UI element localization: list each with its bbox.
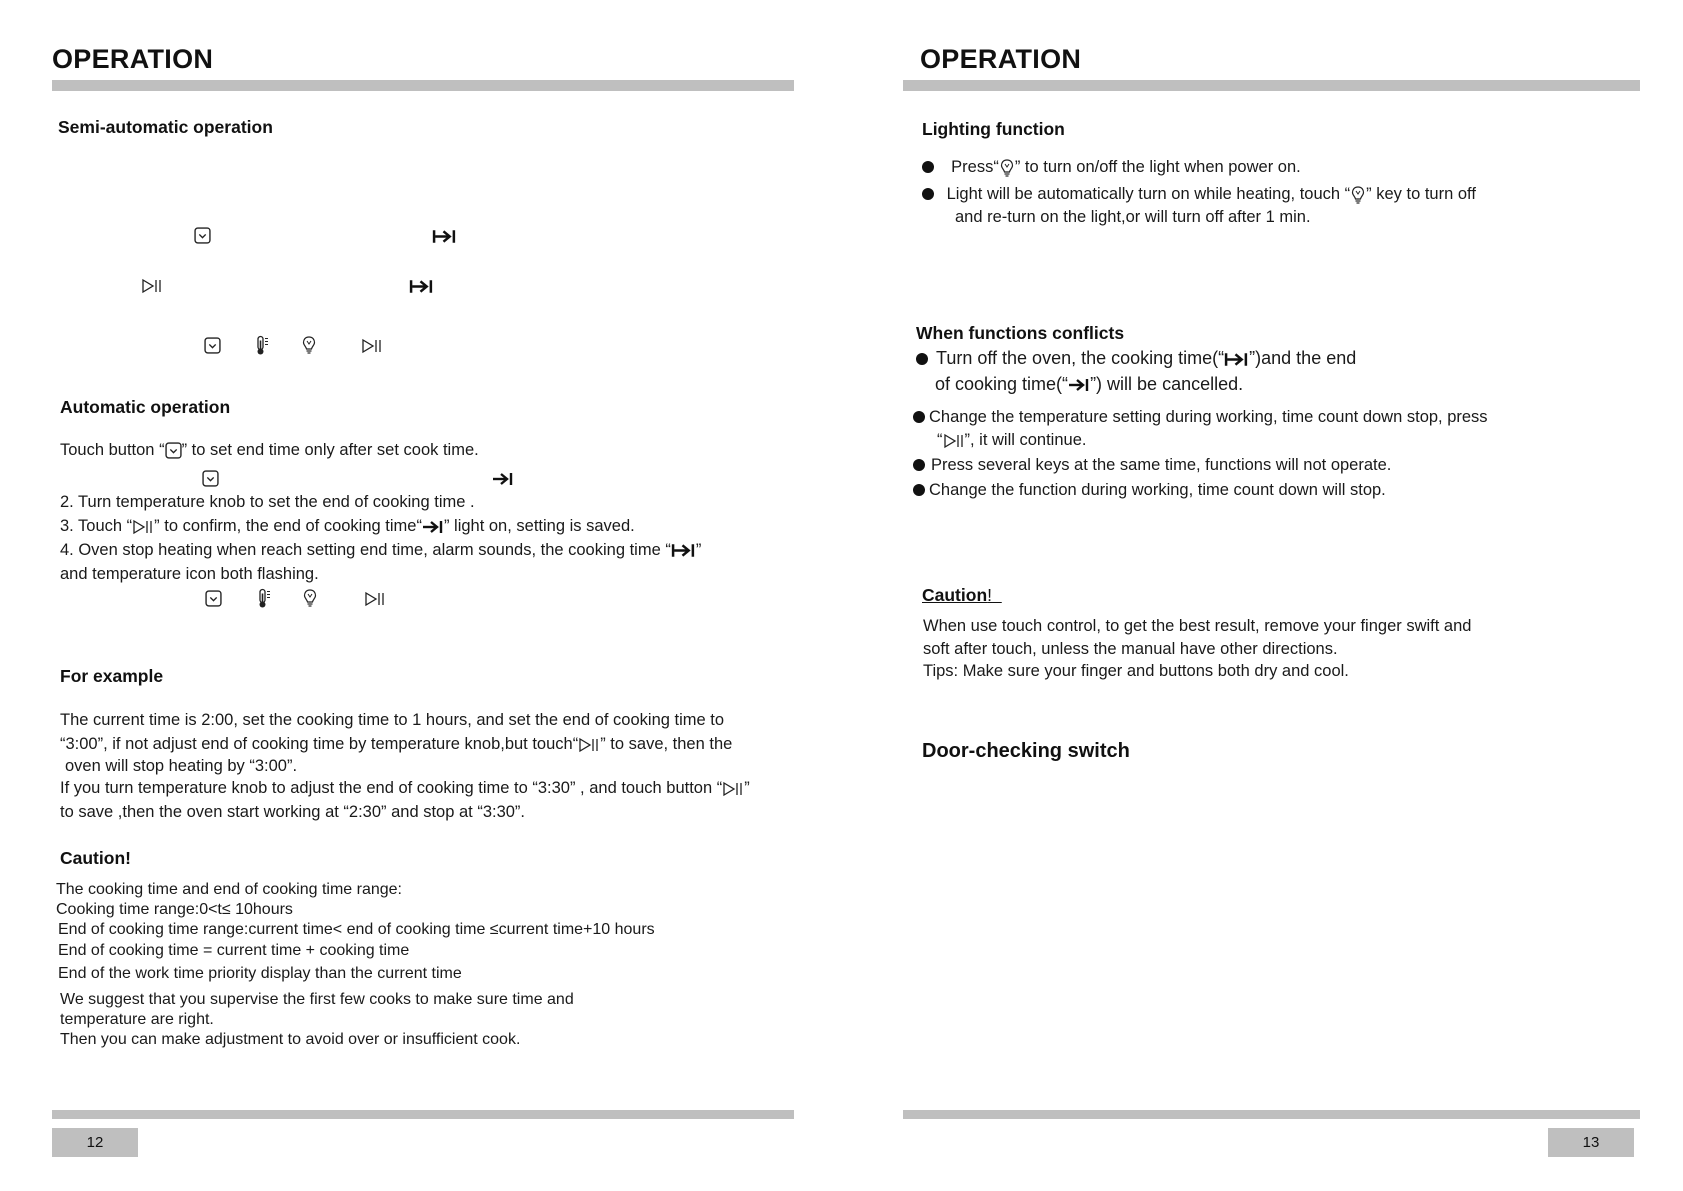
clock-button-icon <box>204 337 221 354</box>
end-time-icon <box>492 471 514 487</box>
header-rule-left <box>52 80 794 91</box>
caution-line-7: temperature are right. <box>60 1011 214 1028</box>
auto-step-2: 2. Turn temperature knob to set the end of cooking time . <box>60 493 475 511</box>
page-title-left: OPERATION <box>52 44 214 74</box>
bullet-dot <box>922 161 934 173</box>
bullet-dot <box>913 484 925 496</box>
automatic-heading: Automatic operation <box>60 397 231 417</box>
example-heading: For example <box>60 666 164 686</box>
cook-time-icon <box>409 278 434 295</box>
example-line-2: “3:00”, if not adjust end of cooking time by temperature knob,but touch“ ” to save, then the <box>60 735 733 753</box>
light-bulb-icon <box>302 588 318 608</box>
caution-line-5: End of the work time priority display than the current time <box>58 965 462 982</box>
lighting-bullet-2-line-2: and re-turn on the light,or will turn off after 1 min. <box>955 208 1311 226</box>
cook-time-icon <box>432 228 457 245</box>
caution-right-line-3: Tips: Make sure your finger and buttons both dry and cool. <box>923 662 1349 680</box>
clock-button-icon <box>194 227 211 244</box>
auto-line-1: Touch button “ ” to set end time only after set cook time. <box>60 441 479 459</box>
bullet-dot <box>913 459 925 471</box>
caution-line-6: We suggest that you supervise the first few cooks to make sure time and <box>60 991 574 1008</box>
caution-right-line-1: When use touch control, to get the best result, remove your finger swift and <box>923 617 1472 635</box>
example-line-4: If you turn temperature knob to adjust the end of cooking time to “3:30” , and touch button “ ” <box>60 779 750 797</box>
door-checking-heading: Door-checking switch <box>922 740 1130 762</box>
light-bulb-icon <box>301 335 317 355</box>
auto-step-4-line-2: and temperature icon both flashing. <box>60 565 319 583</box>
bullet-dot <box>922 188 934 200</box>
page-number-left: 12 <box>52 1128 138 1157</box>
bullet-dot <box>913 411 925 423</box>
start-pause-icon <box>141 278 163 294</box>
footer-rule-right <box>903 1110 1640 1119</box>
auto-step-3: 3. Touch “ ” to confirm, the end of cooking time“ ” light on, setting is saved. <box>60 517 635 535</box>
caution-heading-right: Caution! <box>922 585 993 605</box>
cook-time-icon <box>671 542 696 559</box>
conflicts-heading: When functions conflicts <box>916 323 1125 343</box>
lighting-bullet-1: Press“ ” to turn on/off the light when power on. <box>922 157 1301 178</box>
example-line-1: The current time is 2:00, set the cooking time to 1 hours, and set the end of cooking time to <box>60 711 725 729</box>
caution-line-2: Cooking time range:0<t≤ 10hours <box>56 901 293 918</box>
caution-right-line-2: soft after touch, unless the manual have other directions. <box>923 640 1338 658</box>
cook-time-icon <box>1224 351 1249 368</box>
start-pause-icon <box>132 519 154 535</box>
lighting-bullet-2: Light will be automatically turn on while heating, touch “ ” key to turn off <box>922 184 1476 205</box>
header-rule-right <box>903 80 1640 91</box>
page-number-right: 13 <box>1548 1128 1634 1157</box>
clock-button-icon <box>202 470 219 487</box>
example-line-3: oven will stop heating by “3:00”. <box>65 757 298 775</box>
start-pause-icon <box>361 338 383 354</box>
caution-heading-left: Caution! <box>60 848 131 868</box>
conflicts-bullet-3: Press several keys at the same time, functions will not operate. <box>913 455 1391 476</box>
lighting-heading: Lighting function <box>922 119 1065 139</box>
caution-line-1: The cooking time and end of cooking time range: <box>56 881 402 898</box>
start-pause-icon <box>722 781 744 797</box>
light-bulb-icon <box>999 158 1015 178</box>
clock-button-icon <box>165 442 182 459</box>
caution-line-8: Then you can make adjustment to avoid over or insufficient cook. <box>60 1031 521 1048</box>
semi-automatic-heading: Semi-automatic operation <box>58 117 273 137</box>
example-line-5: to save ,then the oven start working at “2:30” and stop at “3:30”. <box>60 803 526 821</box>
caution-line-4: End of cooking time = current time + cooking time <box>58 942 410 959</box>
start-pause-icon <box>578 737 600 753</box>
page-title-right: OPERATION <box>920 44 1082 74</box>
clock-button-icon <box>205 590 222 607</box>
auto-step-4: 4. Oven stop heating when reach setting end time, alarm sounds, the cooking time “ ” <box>60 541 702 559</box>
conflicts-bullet-1: Turn off the oven, the cooking time(“ ”)and the end <box>916 348 1356 369</box>
end-time-icon <box>422 519 444 535</box>
conflicts-bullet-4: Change the function during working, time count down will stop. <box>913 480 1386 501</box>
conflicts-bullet-2-line-2: “ ”, it will continue. <box>937 431 1087 449</box>
end-time-icon <box>1068 377 1090 393</box>
start-pause-icon <box>364 591 386 607</box>
conflicts-bullet-1-line-2: of cooking time(“ ”) will be cancelled. <box>935 374 1244 394</box>
light-bulb-icon <box>1350 185 1366 205</box>
caution-line-3: End of cooking time range:current time< end of cooking time ≤current time+10 hours <box>58 921 655 938</box>
thermometer-icon <box>254 335 270 356</box>
footer-rule-left <box>52 1110 794 1119</box>
bullet-dot <box>916 353 928 365</box>
start-pause-icon <box>943 433 965 449</box>
conflicts-bullet-2: Change the temperature setting during working, time count down stop, press <box>913 407 1488 428</box>
thermometer-icon <box>256 588 272 609</box>
